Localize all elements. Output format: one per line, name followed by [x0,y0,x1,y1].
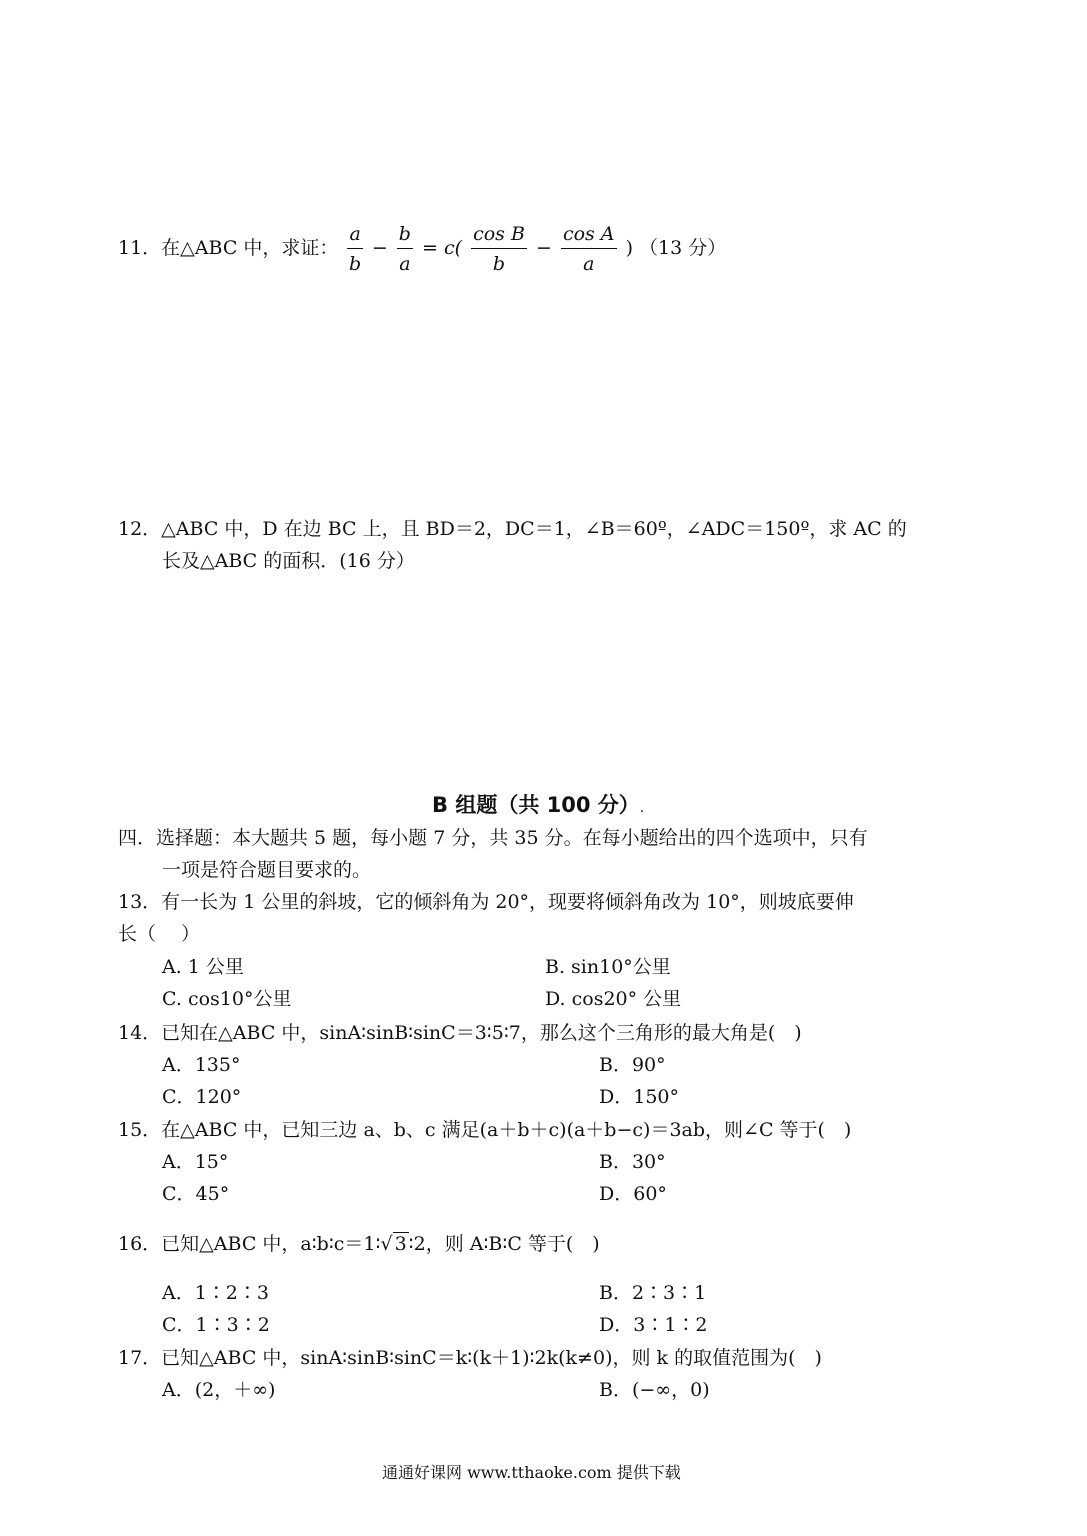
q13-option-a: A. 1 公里 [162,956,244,978]
question-13-line2: 长（ ） [118,923,201,945]
question-11: 11．在△ABC 中，求证： $\frac{a}{b}$ − $\frac{b}{a}$ = c( $\frac{\text{cos B}}{b}$ − $\frac{\text{cos A}}{a}$ ) （13 分） [118,223,727,275]
q16-option-b: B．2∶3∶1 [599,1282,707,1304]
question-13-line1: 13．有一长为 1 公里的斜坡，它的倾斜角为 20°，现要将倾斜角改为 10°，则坡底要伸 [118,891,854,913]
sqrt-icon: √ 3 [380,1233,407,1255]
question-17-stem: 17．已知△ABC 中，sinA∶sinB∶sinC＝k∶(k＋1)∶2k(k≠0)，则 k 的取值范围为( ) [118,1347,822,1369]
question-14-stem: 14．已知在△ABC 中，sinA∶sinB∶sinC＝3∶5∶7，那么这个三角形的最大角是( ) [118,1022,802,1044]
q14-option-b: B．90° [599,1054,666,1076]
q16-option-d: D．3∶1∶2 [599,1314,708,1336]
q15-option-a: A．15° [162,1151,229,1173]
q17-option-a: A．(2，＋∞) [162,1379,276,1401]
q11-fraction-a-over-b: $\frac{a}{b}$ [349,223,362,275]
q13-option-d: D. cos20° 公里 [545,988,682,1010]
q13-option-b: B. sin10°公里 [545,956,671,978]
q15-option-b: B．30° [599,1151,666,1173]
q14-option-d: D．150° [599,1086,679,1108]
q11-score: （13 分） [639,237,727,259]
q13-option-c: C. cos10°公里 [162,988,292,1010]
q15-option-d: D．60° [599,1183,667,1205]
q14-option-a: A．135° [162,1054,241,1076]
page-footer: 通通好课网 www.tthaoke.com 提供下载 [382,1463,681,1482]
part4-line2: 一项是符合题目要求的。 [162,859,372,881]
q15-option-c: C．45° [162,1183,230,1205]
section-b-title: B 组题（共 100 分）. [432,793,645,817]
question-12-line1: 12．△ABC 中，D 在边 BC 上，且 BD＝2，DC＝1，∠B＝60º，∠ADC＝150º，求 AC 的 [118,518,907,540]
q11-fraction-cosb-over-b: $\frac{\text{cos B}}{b}$ [473,223,525,275]
question-15-stem: 15．在△ABC 中，已知三边 a、b、c 满足(a＋b＋c)(a＋b−c)＝3ab，则∠C 等于( ) [118,1119,852,1141]
q14-option-c: C．120° [162,1086,242,1108]
q11-fraction-b-over-a: $\frac{b}{a}$ [398,223,411,275]
q11-fraction-cosa-over-a: $\frac{\text{cos A}}{a}$ [562,223,615,275]
q11-equals-c: = c( [422,237,463,259]
question-16-stem: 16．已知△ABC 中，a∶b∶c＝1∶√ 3 ∶2，则 A∶B∶C 等于( ) [118,1233,600,1255]
q11-prefix: 11．在△ABC 中，求证： [118,237,339,259]
q16-option-c: C．1∶3∶2 [162,1314,270,1336]
part4-line1: 四．选择题：本大题共 5 题，每小题 7 分，共 35 分。在每小题给出的四个选项中，只有 [118,827,868,849]
q16-option-a: A．1∶2∶3 [162,1282,269,1304]
question-12-line2: 长及△ABC 的面积．(16 分） [162,550,415,572]
q17-option-b: B．(−∞，0) [599,1379,710,1401]
